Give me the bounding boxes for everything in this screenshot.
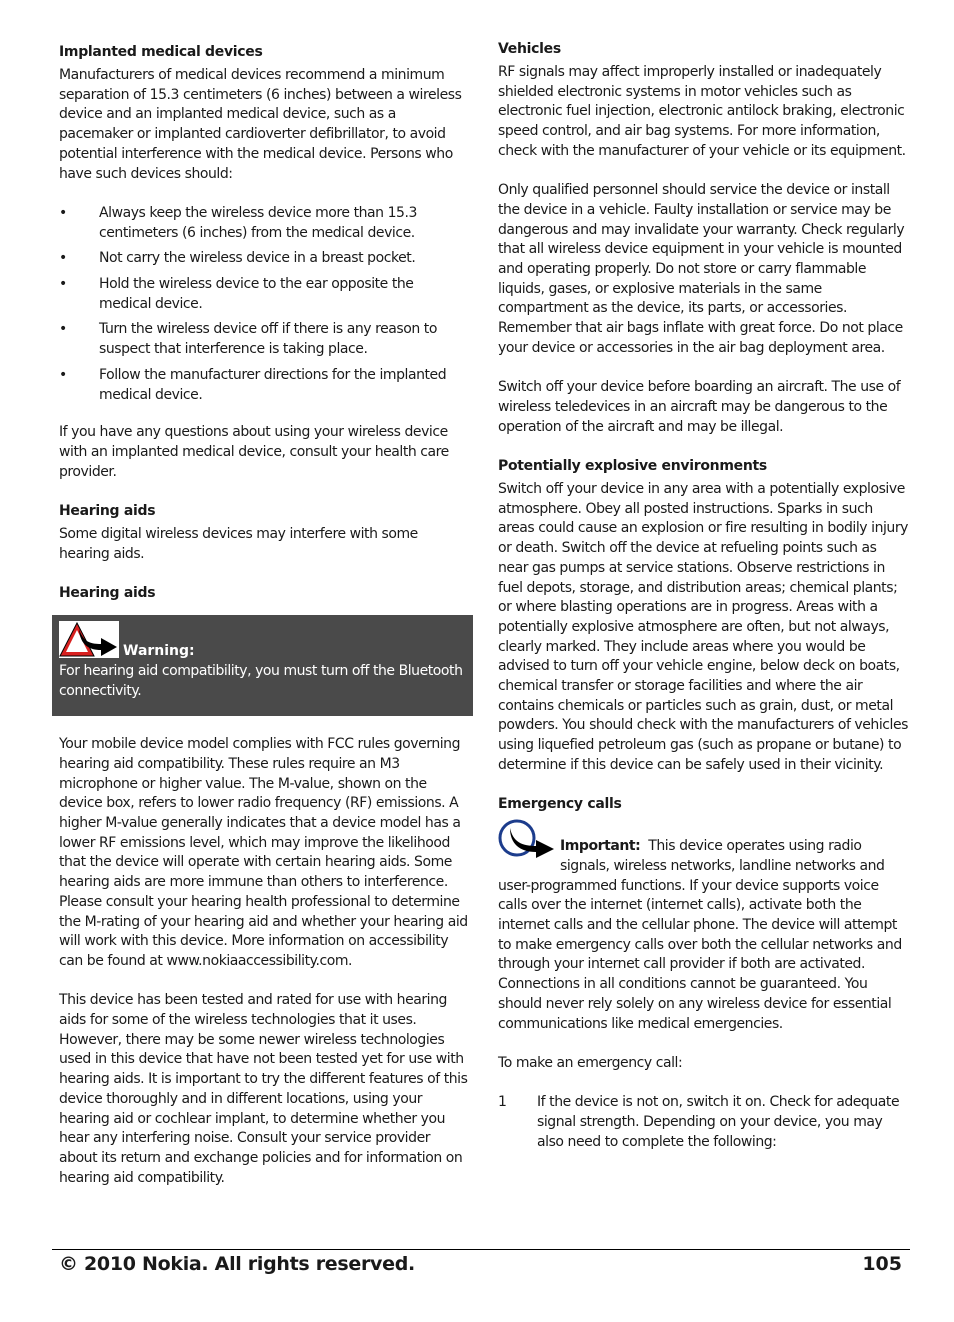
- implanted-bullet-list: [59, 204, 469, 405]
- left-column: [59, 40, 469, 1188]
- warning-icon: [59, 621, 119, 658]
- list-item: [498, 1093, 908, 1152]
- important-icon: [498, 818, 556, 858]
- section-heading-hearing-aids: Hearing aids: [59, 503, 156, 520]
- bullet-glyph: •: [59, 276, 67, 293]
- bullet-glyph: •: [59, 250, 67, 267]
- footer-copyright: © 2010 Nokia. All rights reserved.: [59, 1253, 415, 1275]
- section-heading-implanted: Implanted medical devices: [59, 44, 263, 60]
- warning-header: [59, 621, 466, 658]
- section-heading-emergency: Emergency calls: [498, 796, 622, 813]
- footer-rule: [52, 1249, 910, 1250]
- vehicles-paragraph-2: Only qualified personnel should service the device or install the device in a vehicle. Faulty installation or service may be dangerous and may invalidate your warranty. Check regularly that all wireless device equipment in your vehicle is mounted and operating properly. Do not store or carry flammable liquids, gases, or explosive materials in the same compartment as the device, its parts, or accessories. Remember that air bags inflate with great force. Do not place your device or accessories in the air bag deployment area.: [498, 182, 905, 356]
- list-item: • Hold the wireless device to the ear opposite the medical device.: [59, 276, 414, 312]
- important-label: Important:: [560, 838, 641, 855]
- fcc-paragraph: Your mobile device model complies with FCC rules governing hearing aid compatibility. These rules require an M3 microphone or higher value. The M-value, shown on the device box, refers to lower radio frequency (RF) emissions. A higher M-value generally indicates that a device model has a lower RF emissions level, which may improve the likelihood that the device will operate with certain hearing aids. Some hearing aids are more immune than others to interference. Please consult your hearing health professional to determine the M-rating of your hearing aid and whether your hearing aid will work with this device. More information on accessibility can be found at www.nokiaaccessibility.com.: [59, 736, 468, 969]
- emergency-steps: [498, 1093, 908, 1152]
- section-heading-explosive: Potentially explosive environments: [498, 458, 767, 475]
- list-item: • Turn the wireless device off if there is any reason to suspect that interference is taking place.: [59, 321, 437, 358]
- emergency-how-to: To make an emergency call:: [498, 1054, 683, 1071]
- page-number: 105: [862, 1253, 902, 1275]
- vehicles-paragraph-3: Switch off your device before boarding an aircraft. The use of wireless teledevices in an aircraft may be dangerous to the operation of the aircraft and may be illegal.: [498, 379, 901, 435]
- section-heading-hearing-aids-2: Hearing aids: [59, 585, 156, 602]
- warning-text: For hearing aid compatibility, you must turn off the Bluetooth connectivity.: [59, 663, 463, 699]
- tested-paragraph: This device has been tested and rated for use with hearing aids for some of the wireless technologies that it uses. However, there may be some newer wireless technologies used in this device that have not been tested yet for use with hearing aids. It is important to try the different features of this device thoroughly and in different locations, using your hearing aid or cochlear implant, to determine whether you hear any interfering noise. Consult your service provider about its return and exchange policies and for information on hearing aid compatibility.: [59, 992, 468, 1186]
- section-heading-vehicles: Vehicles: [498, 41, 561, 57]
- explosive-paragraph: Switch off your device in any area with a potentially explosive atmosphere. Obey all posted instructions. Sparks in such areas could cause an explosion or fire resulting in bodily injury or death. Switch off the device at refueling points such as near gas pumps at service stations. Observe restrictions in fuel depots, storage, and distribution areas; chemical plants; or where blasting operations are in progress. Areas with a potentially explosive atmosphere are often, but not always, clearly marked. They include areas where you would be advised to turn off your vehicle engine, below deck on boats, chemical transfer or storage facilities and where the air contains chemicals or particles such as grain, dust, or metal powders. You should check with the manufacturers of vehicles using liquefied petroleum gas (such as propane or butane) to determine if this device can be safely used in their vicinity.: [498, 481, 908, 773]
- bullet-glyph: •: [59, 321, 67, 338]
- important-text: This device operates using radio signals, wireless networks, landline networks and user-programmed functions. If your device supports voice calls over the internet (internet calls), activate both the internet calls and the cellular phone. The device will attempt to make emergency calls over both the cellular networks and through your internet call provider if both are activated. Connections in all conditions cannot be guaranteed. You should never rely solely on any wireless device for essential communications like medical emergencies.: [498, 838, 902, 1032]
- warning-box: [52, 615, 473, 715]
- hearing-aids-text: Some digital wireless devices may interfere with some hearing aids.: [59, 526, 418, 562]
- warning-label: Warning:: [123, 643, 195, 660]
- list-item: • Always keep the wireless device more than 15.3 centimeters (6 inches) from the medical device.: [59, 204, 417, 241]
- bullet-glyph: •: [59, 366, 67, 383]
- step-text: If the device is not on, switch it on. Check for adequate signal strength. Depending on your device, you may also need to complete the following:: [537, 1094, 900, 1150]
- bullet-glyph: •: [59, 204, 67, 221]
- list-item: • Follow the manufacturer directions for the implanted medical device.: [59, 366, 447, 403]
- important-note: [498, 818, 908, 1034]
- right-column: [498, 40, 908, 1152]
- step-number: 1: [498, 1094, 507, 1111]
- implanted-outro: If you have any questions about using your wireless device with an implanted medical device, consult your health care provider.: [59, 424, 449, 480]
- vehicles-paragraph-1: RF signals may affect improperly installed or inadequately shielded electronic systems in motor vehicles such as electronic fuel injection, electronic antilock braking, electronic speed control, and air bag systems. For more information, check with the manufacturer of your vehicle or its equipment.: [498, 64, 906, 159]
- implanted-intro: Manufacturers of medical devices recommend a minimum separation of 15.3 centimeters (6 inches) between a wireless device and an implanted medical device, such as a pacemaker or implanted cardioverter defibrillator, to avoid potential interference with the medical device. Persons who have such devices should:: [59, 67, 462, 182]
- list-item: • Not carry the wireless device in a breast pocket.: [59, 249, 469, 269]
